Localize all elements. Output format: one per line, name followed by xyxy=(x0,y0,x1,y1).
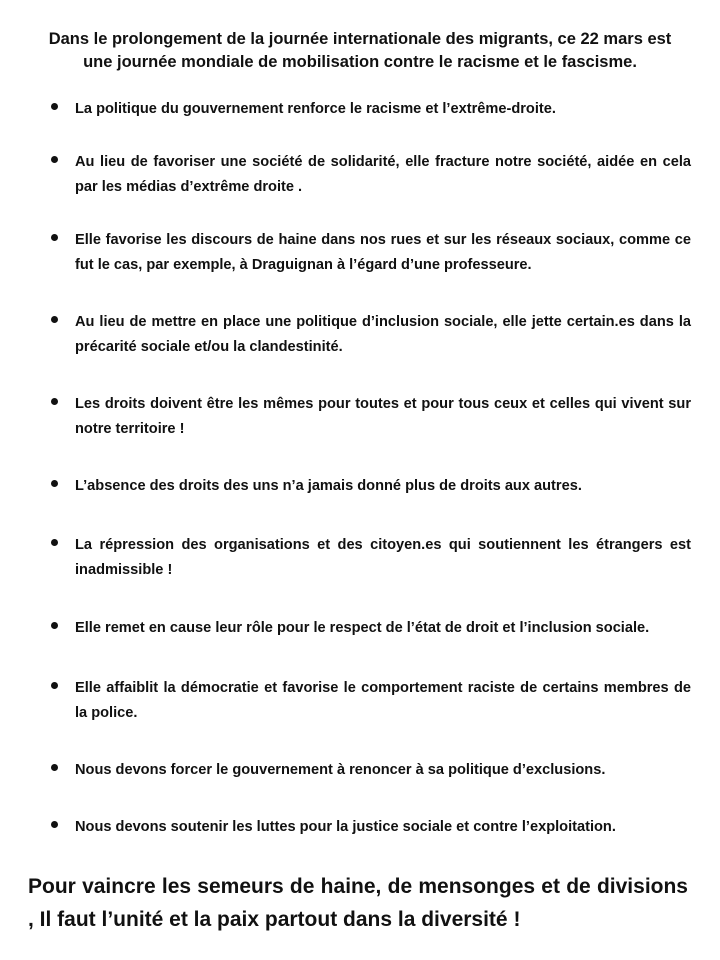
bullet-text: Nous devons forcer le gouvernement à renoncer à sa politique d’exclusions. xyxy=(75,762,606,778)
heading-line-2: une journée mondiale de mobilisation contre le racisme et le fascisme. xyxy=(83,53,637,71)
bullet-item xyxy=(51,616,691,641)
bullet-text: Les droits doivent être les mêmes pour toutes et pour tous ceux et celles qui vivent sur notre territoire ! xyxy=(75,396,691,437)
bullet-text: Au lieu de mettre en place une politique d’inclusion sociale, elle jette certain.es dans la précarité sociale et/ou la clandestinité. xyxy=(75,314,691,355)
bullet-text: Elle favorise les discours de haine dans nos rues et sur les réseaux sociaux, comme ce fut le cas, par exemple, à Draguignan à l’égard d’une professeure. xyxy=(75,232,691,273)
bullet-text: Au lieu de favoriser une société de solidarité, elle fracture notre société, aidée en cela par les médias d’extrême droite . xyxy=(75,154,691,195)
bullet-item xyxy=(51,676,691,726)
bullet-dot-icon xyxy=(51,682,58,689)
bullet-text: La politique du gouvernement renforce le racisme et l’extrême-droite. xyxy=(75,101,556,117)
bullet-item xyxy=(51,815,691,840)
heading-line-1: Dans le prolongement de la journée internationale des migrants, ce 22 mars est xyxy=(48,30,672,48)
bullet-dot-icon xyxy=(51,821,58,828)
bullet-dot-icon xyxy=(51,480,58,487)
closing-statement: Pour vaincre les semeurs de haine, de mensonges et de divisions , Il faut l’unité et la paix partout dans la diversité ! xyxy=(28,875,688,931)
bullet-text: L’absence des droits des uns n’a jamais donné plus de droits aux autres. xyxy=(75,478,582,494)
bullet-dot-icon xyxy=(51,316,58,323)
bullet-dot-icon xyxy=(51,622,58,629)
bullet-dot-icon xyxy=(51,156,58,163)
bullet-item xyxy=(51,97,691,122)
bullet-item xyxy=(51,758,691,783)
bullet-item xyxy=(51,474,691,499)
bullet-text: La répression des organisations et des citoyen.es qui soutiennent les étrangers est inadmissible ! xyxy=(75,537,691,578)
bullet-dot-icon xyxy=(51,764,58,771)
bullet-item xyxy=(51,392,691,442)
bullet-dot-icon xyxy=(51,398,58,405)
bullet-dot-icon xyxy=(51,103,58,110)
bullet-text: Elle affaiblit la démocratie et favorise le comportement raciste de certains membres de la police. xyxy=(75,680,691,721)
bullet-text: Elle remet en cause leur rôle pour le respect de l’état de droit et l’inclusion sociale. xyxy=(75,620,650,636)
bullet-dot-icon xyxy=(51,539,58,546)
bullet-item xyxy=(51,150,691,200)
flyer-heading xyxy=(20,28,700,74)
bullet-item xyxy=(51,228,691,278)
bullet-text: Nous devons soutenir les luttes pour la justice sociale et contre l’exploitation. xyxy=(75,819,616,835)
bullet-dot-icon xyxy=(51,234,58,241)
bullet-item xyxy=(51,533,691,583)
bullet-item xyxy=(51,310,691,360)
